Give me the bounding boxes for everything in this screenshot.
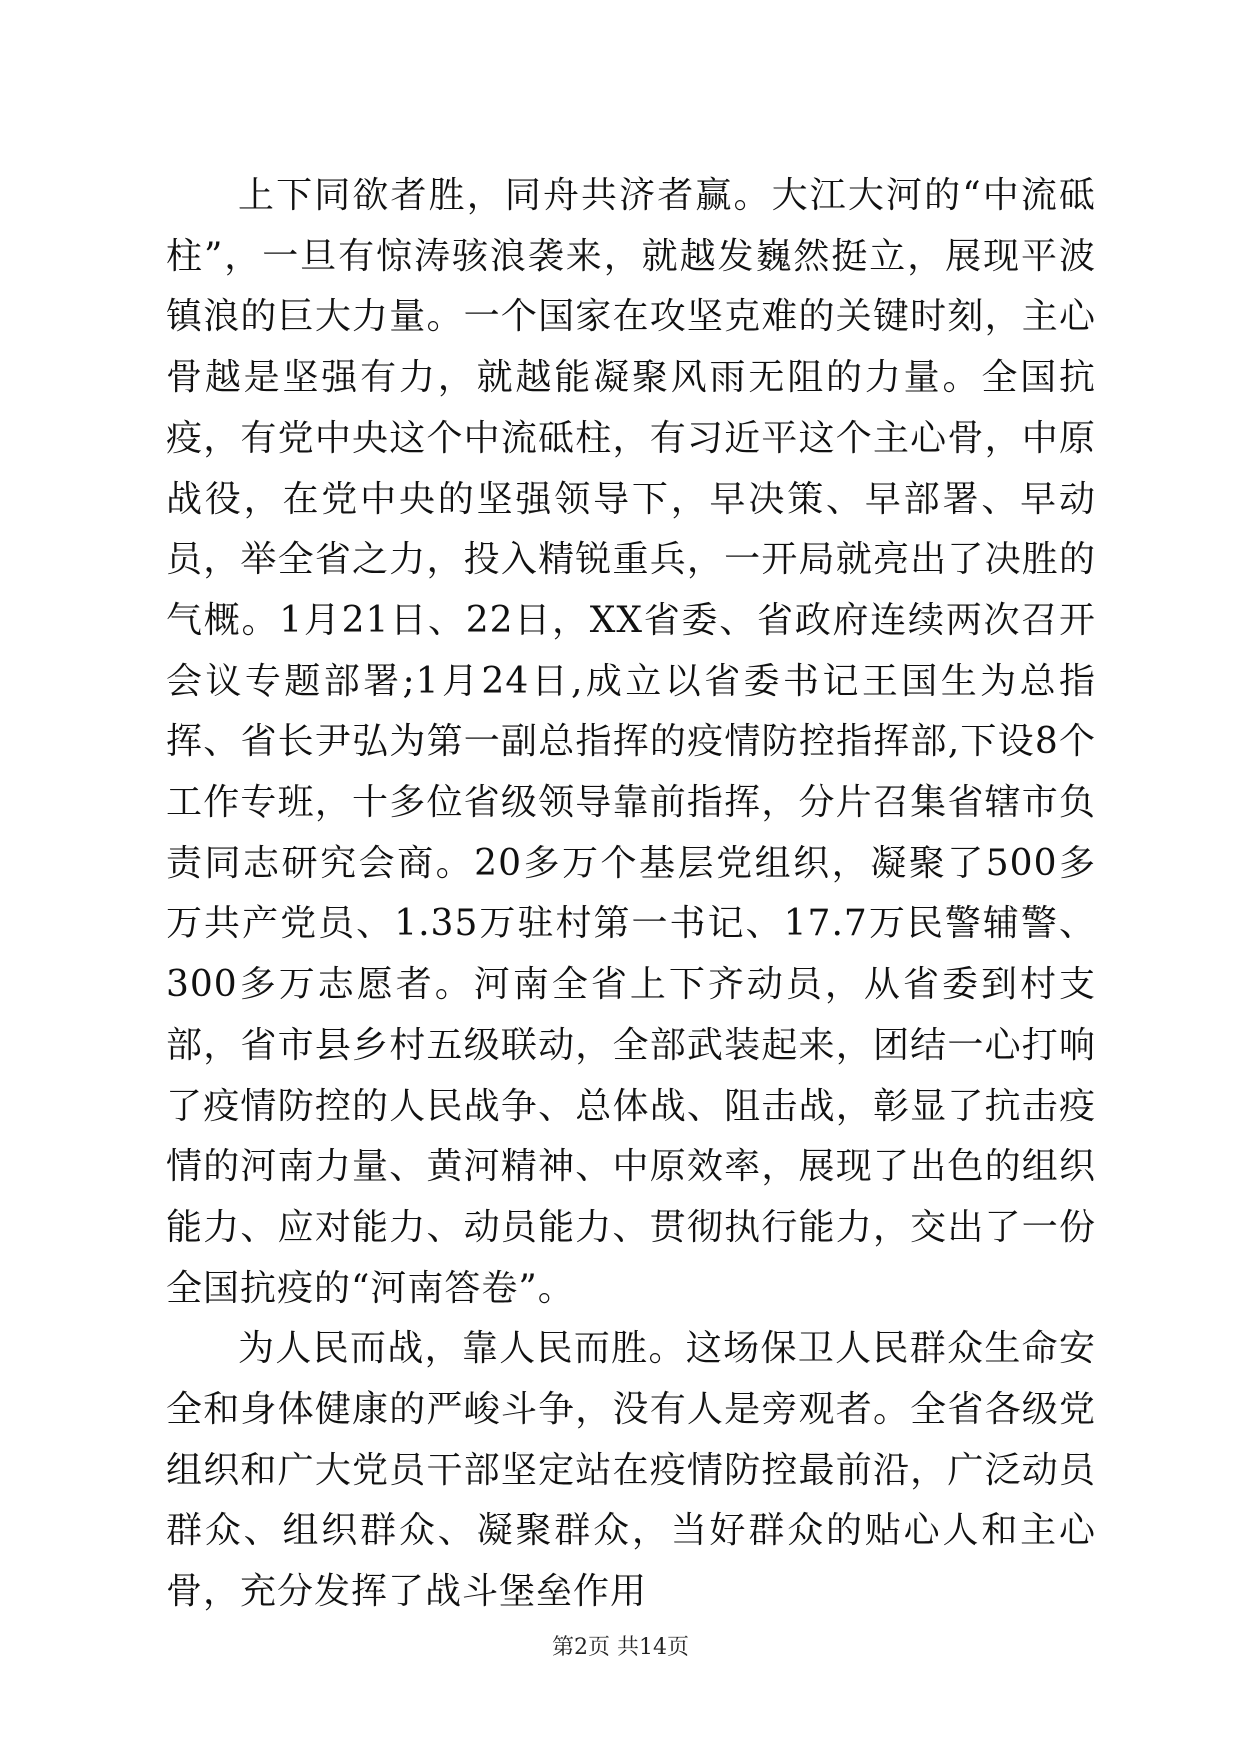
page-footer: 第2页 共14页 [552,1635,689,1660]
paragraph-2: 为人民而战，靠人民而胜。这场保卫人民群众生命安全和身体健康的严峻斗争，没有人是旁观者。全省各级党组织和广大党员干部坚定站在疫情防控最前沿，广泛动员群众、组织群众、凝聚群众，当好群众的贴心人和主心骨，充分发挥了战斗堡垒作用 [166,1328,1096,1613]
paragraph-1: 上下同欲者胜，同舟共济者赢。大江大河的“中流砥柱”，一旦有惊涛骇浪袭来，就越发巍然挺立，展现平波镇浪的巨大力量。一个国家在攻坚克难的关键时刻，主心骨越是坚强有力，就越能凝聚风雨无阻的力量。全国抗疫，有党中央这个中流砥柱，有习近平这个主心骨，中原战役，在党中央的坚强领导下，早决策、早部署、早动员，举全省之力，投入精锐重兵，一开局就亮出了决胜的气概。1月21日、22日，XX省委、省政府连续两次召开会议专题部署;1月24日,成立以省委书记王国生为总指挥、省长尹弘为第一副总指挥的疫情防控指挥部,下设8个工作专班，十多位省级领导靠前指挥，分片召集省辖市负责同志研究会商。20多万个基层党组织，凝聚了500多万共产党员、1.35万驻村第一书记、17.7万民警辅警、300多万志愿者。河南全省上下齐动员，从省委到村支部，省市县乡村五级联动，全部武装起来，团结一心打响了疫情防控的人民战争、总体战、阻击战，彰显了抗击疫情的河南力量、黄河精神、中原效率，展现了出色的组织能力、应对能力、动员能力、贯彻执行能力，交出了一份全国抗疫的“河南答卷”。 [166,175,1096,1309]
body-text [166,166,1096,1623]
